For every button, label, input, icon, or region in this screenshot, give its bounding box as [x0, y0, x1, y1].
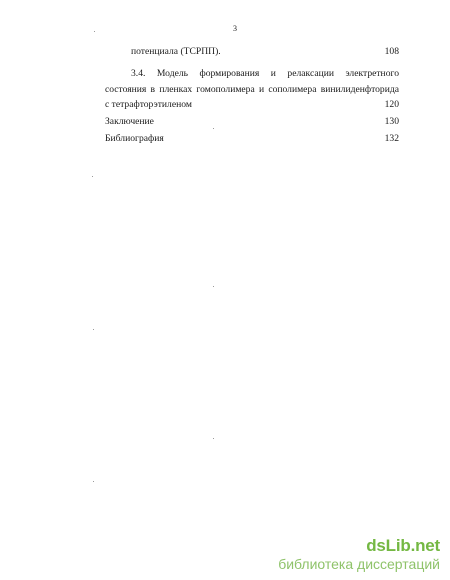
logo-lib: Lib — [385, 536, 411, 555]
toc-entry-page: 108 — [384, 46, 399, 57]
logo-net: .net — [410, 536, 440, 555]
logo-ds: ds — [366, 536, 386, 555]
scan-speck — [213, 438, 214, 439]
dslib-logo — [278, 537, 440, 555]
toc-entry-text-line1: 3.4. Модель формирования и релаксации электретного — [131, 68, 399, 79]
scan-speck — [93, 329, 94, 330]
scan-speck — [94, 31, 95, 32]
page-number: 3 — [233, 24, 237, 33]
toc-entry-text-line2: состояния в пленках гомополимера и сополимера винилиденфторида — [105, 84, 399, 95]
scan-speck — [213, 128, 214, 129]
toc-entry-page: 132 — [384, 133, 399, 144]
toc-entry-text-line3: с тетрафторэтиленом — [105, 99, 192, 110]
watermark-subtitle: библиотека диссертаций — [278, 556, 440, 572]
toc-entry-text: Заключение — [105, 116, 154, 127]
scan-speck — [213, 286, 214, 287]
toc-entry-text: потенциала (ТСРПП). — [131, 46, 221, 57]
scan-speck — [92, 176, 93, 177]
toc-entry-page: 120 — [384, 99, 399, 110]
toc-entry-page: 130 — [384, 116, 399, 127]
dslib-watermark — [278, 537, 440, 572]
toc-entry-text: Библиография — [105, 133, 164, 144]
scan-speck — [93, 481, 94, 482]
